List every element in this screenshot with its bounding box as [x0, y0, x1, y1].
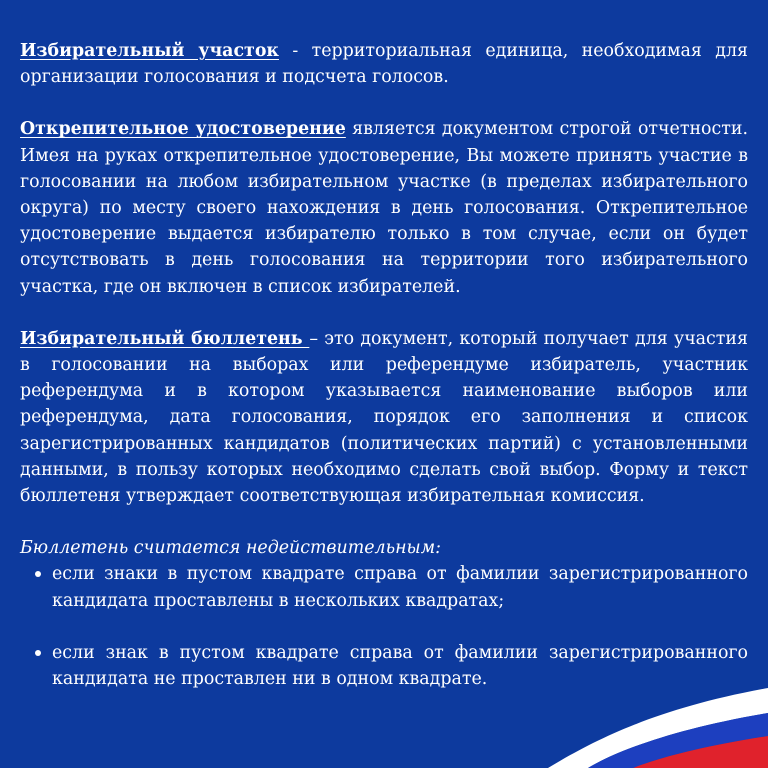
- russian-flag-wave-decoration: [508, 658, 768, 768]
- definition-ballot: [20, 326, 748, 509]
- term-absentee-certificate: Открепительное удостоверение: [20, 119, 346, 140]
- definition-polling-station: [20, 38, 748, 90]
- document-body: [20, 38, 748, 692]
- list-item: если знак в пустом квадрате справа от фамилии зарегистрированного кандидата не проставлен ни в одном квадрате.: [20, 640, 748, 692]
- definition-text: является документом строгой отчетности. Имея на руках открепительное удостоверение, Вы можете принять участие в голосовании на любом избирательном участке (в пределах избирательного округа) по месту своего нахождения в день голосования. Открепительное удостоверение выдается избирателю только в том случае, если он будет отсутствовать в день голосования на территории того избирательного участка, где он включен в список избирателей.: [20, 119, 749, 297]
- term-polling-station: Избирательный участок: [20, 41, 279, 61]
- definition-text: – это документ, который получает для участия в голосовании на выборах или референдуме избиратель, участник референдума и в котором указывается наименование выборов или референдума, дата голосования, порядок его заполнения и список зарегистрированных кандидатов (политических партий) с установленными данными, в пользу которых необходимо сделать свой выбор. Форму и текст бюллетеня утверждает соответствующая избирательная комиссия.: [20, 328, 748, 507]
- list-item: если знаки в пустом квадрате справа от фамилии зарегистрированного кандидата проставлены в нескольких квадратах;: [20, 561, 748, 613]
- term-ballot: Избирательный бюллетень: [20, 328, 310, 349]
- definition-absentee-certificate: [20, 116, 748, 299]
- invalid-ballot-heading: Бюллетень считается недействительным:: [20, 538, 441, 559]
- definition-text: - территориальная единица, необходимая для организации голосования и подсчета голосов.: [20, 41, 748, 88]
